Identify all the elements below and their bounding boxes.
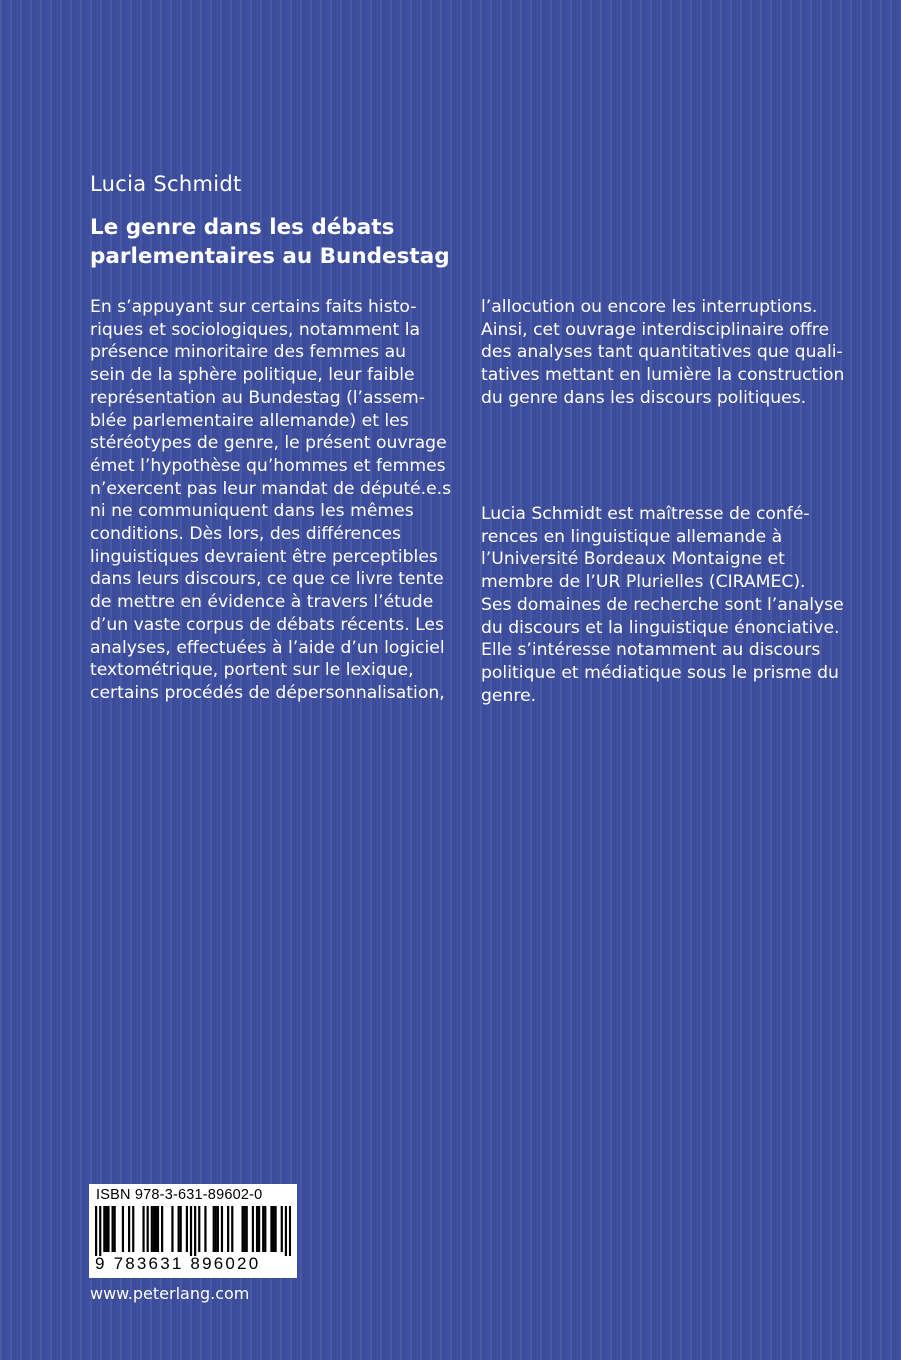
barcode-bar xyxy=(114,1206,116,1252)
barcode-bar xyxy=(246,1206,248,1252)
author-bio xyxy=(481,503,844,707)
barcode-bar xyxy=(157,1206,159,1252)
bio-line: Lucia Schmidt est maîtresse de confé- xyxy=(481,504,810,524)
barcode-bar xyxy=(132,1206,134,1252)
barcode-bar xyxy=(171,1206,173,1252)
abstract-line: blée parlementaire allemande) et les xyxy=(90,410,409,431)
abstract-line: de mettre en évidence à travers l’étude xyxy=(90,592,434,613)
barcode-bar xyxy=(153,1206,155,1252)
barcode-bar xyxy=(186,1206,188,1252)
barcode-bar xyxy=(285,1206,287,1256)
bio-line: l’Université Bordeaux Montaigne et xyxy=(481,549,785,570)
isbn-barcode xyxy=(89,1184,297,1278)
bio-line: genre. xyxy=(481,685,537,706)
abstract-line: des analyses tant quantitatives que quali- xyxy=(481,342,843,363)
barcode-bar xyxy=(99,1206,101,1256)
abstract-line: représentation au Bundestag (l’assem- xyxy=(90,387,425,408)
bio-line: politique et médiatique sous le prisme du xyxy=(481,662,839,683)
barcode-bar xyxy=(105,1206,107,1252)
barcode-bar xyxy=(274,1206,276,1252)
bio-line: Ses domaines de recherche sont l’analyse xyxy=(481,594,844,615)
ean-digits: 9 783631 896020 xyxy=(95,1254,261,1273)
barcode-bar xyxy=(272,1206,274,1252)
barcode-bar xyxy=(194,1206,196,1256)
book-title-line: Le genre dans les débats xyxy=(90,215,395,240)
barcode-bar xyxy=(198,1206,200,1252)
abstract-line: ni ne communiquent dans les mêmes xyxy=(90,501,414,522)
barcode-bar xyxy=(95,1206,97,1256)
barcode-bar xyxy=(215,1206,217,1252)
author-name: Lucia Schmidt xyxy=(90,172,242,196)
barcode-bar xyxy=(227,1206,229,1252)
barcode-bar xyxy=(112,1206,114,1252)
barcode-bar xyxy=(161,1206,163,1252)
barcode-bar xyxy=(180,1206,182,1252)
abstract-line: émet l’hypothèse qu’hommes et femmes xyxy=(90,455,446,476)
abstract-line: dans leurs discours, ce que ce livre tente xyxy=(90,569,444,590)
book-title-line: parlementaires au Bundestag xyxy=(90,244,450,269)
abstract-line: n’exercent pas leur mandat de député.e.s xyxy=(90,478,452,499)
abstract-right-column xyxy=(481,296,845,410)
barcode-bar xyxy=(190,1206,192,1256)
barcode-bar xyxy=(151,1206,153,1252)
abstract-line: présence minoritaire des femmes au xyxy=(90,342,407,363)
barcode-bar xyxy=(178,1206,180,1252)
barcode-bars xyxy=(95,1206,291,1256)
abstract-left-column xyxy=(90,296,450,705)
abstract-line: linguistiques devraient être perceptibles xyxy=(90,546,438,567)
barcode-bar xyxy=(103,1206,105,1252)
barcode-bar xyxy=(107,1206,109,1252)
abstract-line: analyses, effectuées à l’aide d’un logiciel xyxy=(90,637,445,658)
isbn-label: ISBN 978-3-631-89602-0 xyxy=(96,1187,263,1203)
barcode-bar xyxy=(217,1206,219,1252)
barcode-bar xyxy=(147,1206,149,1252)
abstract-line: conditions. Dès lors, des différences xyxy=(90,524,401,545)
barcode-bar xyxy=(128,1206,130,1252)
barcode-bar xyxy=(262,1206,264,1252)
barcode-bar xyxy=(289,1206,291,1256)
abstract-line: du genre dans les discours politiques. xyxy=(481,387,807,408)
abstract-line: tatives mettant en lumière la construction xyxy=(481,365,845,386)
barcode-bar xyxy=(252,1206,254,1252)
barcode-bar xyxy=(270,1206,272,1252)
barcode-bar xyxy=(122,1206,124,1252)
bio-line: Elle s’intéresse notamment au discours xyxy=(481,640,821,661)
barcode-bar xyxy=(155,1206,157,1252)
bio-line: du discours et la linguistique énonciative. xyxy=(481,617,840,638)
barcode-bar xyxy=(258,1206,260,1252)
abstract-line: certains procédés de dépersonnalisation, xyxy=(90,682,445,703)
barcode-bar xyxy=(256,1206,258,1252)
bio-line: rences en linguistique allemande à xyxy=(481,526,783,547)
barcode-bar xyxy=(281,1206,283,1252)
barcode-bar xyxy=(213,1206,215,1252)
barcode-bar xyxy=(204,1206,206,1252)
abstract-line: stéréotypes de genre, le présent ouvrage xyxy=(90,433,447,454)
barcode-bar xyxy=(231,1206,233,1252)
bio-line: membre de l’UR Plurielles (CIRAMEC). xyxy=(481,572,806,593)
abstract-line: textométrique, portent sur le lexique, xyxy=(90,660,414,681)
barcode-bar xyxy=(241,1206,243,1252)
abstract-line: sein de la sphère politique, leur faible xyxy=(90,365,415,386)
barcode-bar xyxy=(221,1206,223,1252)
barcode-bar xyxy=(264,1206,266,1252)
book-title xyxy=(90,213,510,271)
barcode-bar xyxy=(142,1206,144,1252)
abstract-line: d’un vaste corpus de débats récents. Les xyxy=(90,614,444,635)
publisher-website: www.peterlang.com xyxy=(90,1284,250,1303)
abstract-line: Ainsi, cet ouvrage interdisciplinaire offre xyxy=(481,319,830,340)
abstract-line: En s’appuyant sur certains faits histo- xyxy=(90,297,417,317)
abstract-line: l’allocution ou encore les interruptions. xyxy=(481,297,818,317)
abstract-line: riques et sociologiques, notamment la xyxy=(90,319,421,340)
barcode-bar xyxy=(244,1206,246,1252)
